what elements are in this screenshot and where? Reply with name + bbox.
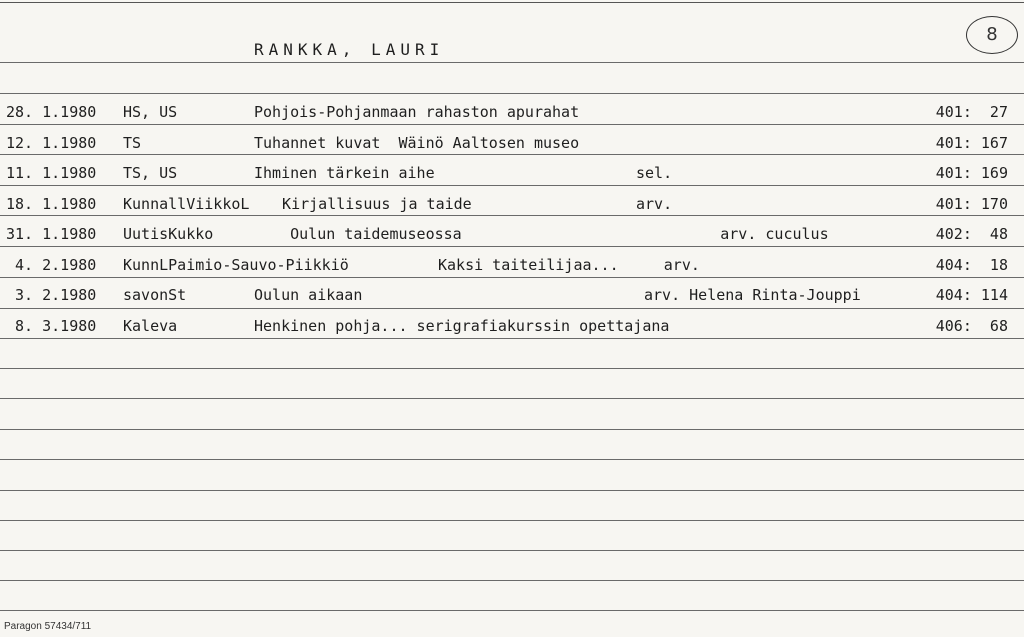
ruled-line bbox=[0, 124, 1024, 125]
entry-date: 18. 1.1980 bbox=[6, 194, 97, 213]
entry-note: arv. Helena Rinta-Jouppi bbox=[644, 286, 861, 304]
table-row bbox=[0, 164, 1024, 186]
table-row bbox=[0, 256, 1024, 278]
ruled-line bbox=[0, 398, 1024, 399]
table-row bbox=[0, 195, 1024, 217]
entry-ref: 402: 48 bbox=[935, 225, 1008, 243]
entry-note: arv. cuculus bbox=[648, 225, 829, 243]
entry-title: Oulun taidemuseossa bbox=[254, 225, 462, 243]
table-row bbox=[0, 134, 1024, 156]
ruled-line bbox=[0, 308, 1024, 309]
entry-source: savonSt bbox=[123, 286, 187, 304]
entry-note: sel. bbox=[636, 164, 673, 182]
entry-ref: 401: 167 bbox=[935, 133, 1008, 152]
entry-source: TS bbox=[123, 133, 142, 152]
entry-ref: 401: 169 bbox=[935, 164, 1008, 182]
entry-title: Ihminen tärkein aihe bbox=[254, 164, 435, 182]
ruled-line bbox=[0, 520, 1024, 521]
ruled-line bbox=[0, 277, 1024, 278]
entry-source: UutisKukko bbox=[123, 225, 214, 243]
entry-note: Kaksi taiteilijaa... arv. bbox=[438, 255, 700, 274]
entry-date: 8. 3.1980 bbox=[6, 316, 97, 335]
entry-title: Pohjois-Pohjanmaan rahaston apurahat bbox=[254, 103, 580, 121]
entry-ref: 406: 68 bbox=[935, 316, 1008, 335]
ruled-line bbox=[0, 215, 1024, 216]
ruled-line bbox=[0, 93, 1024, 94]
entry-source: KunnallViikkoL bbox=[123, 194, 250, 213]
card-number-circled: 8 bbox=[966, 16, 1018, 54]
entry-date: 12. 1.1980 bbox=[6, 133, 97, 152]
ruled-line bbox=[0, 429, 1024, 430]
entry-date: 3. 2.1980 bbox=[6, 286, 97, 304]
entry-ref: 401: 170 bbox=[935, 194, 1008, 213]
ruled-line bbox=[0, 490, 1024, 491]
ruled-line bbox=[0, 246, 1024, 247]
entry-title: Henkinen pohja... serigrafiakurssin opettajana bbox=[254, 316, 670, 335]
ruled-line bbox=[0, 459, 1024, 460]
table-row bbox=[0, 286, 1024, 308]
ruled-line bbox=[0, 610, 1024, 611]
ruled-line bbox=[0, 154, 1024, 155]
entry-source: Kaleva bbox=[123, 316, 178, 335]
ruled-line bbox=[0, 550, 1024, 551]
ruled-line bbox=[0, 338, 1024, 339]
entry-ref: 404: 18 bbox=[935, 255, 1008, 274]
table-row bbox=[0, 225, 1024, 247]
ruled-line bbox=[0, 185, 1024, 186]
footer-print-mark: Paragon 57434/711 bbox=[4, 621, 92, 632]
card-name-heading: RANKKA, LAURI bbox=[254, 40, 445, 59]
entry-note: arv. bbox=[636, 194, 673, 213]
entry-source: KunnLPaimio-Sauvo-Piikkiö bbox=[123, 255, 349, 274]
entry-date: 4. 2.1980 bbox=[6, 255, 97, 274]
entry-title: Oulun aikaan bbox=[254, 286, 363, 304]
entry-date: 11. 1.1980 bbox=[6, 164, 97, 182]
ruled-line bbox=[0, 368, 1024, 369]
heading-rule bbox=[0, 62, 1024, 63]
entry-date: 31. 1.1980 bbox=[6, 225, 97, 243]
entry-title: Kirjallisuus ja taide bbox=[264, 194, 472, 213]
entry-title: Tuhannet kuvat Wäinö Aaltosen museo bbox=[254, 133, 580, 152]
ruled-line bbox=[0, 580, 1024, 581]
card-top-edge bbox=[0, 2, 1024, 3]
entry-ref: 401: 27 bbox=[935, 103, 1008, 121]
entry-ref: 404: 114 bbox=[935, 286, 1008, 304]
table-row bbox=[0, 317, 1024, 339]
table-row bbox=[0, 103, 1024, 125]
entry-source: HS, US bbox=[123, 103, 178, 121]
entry-source: TS, US bbox=[123, 164, 178, 182]
entry-date: 28. 1.1980 bbox=[6, 103, 97, 121]
